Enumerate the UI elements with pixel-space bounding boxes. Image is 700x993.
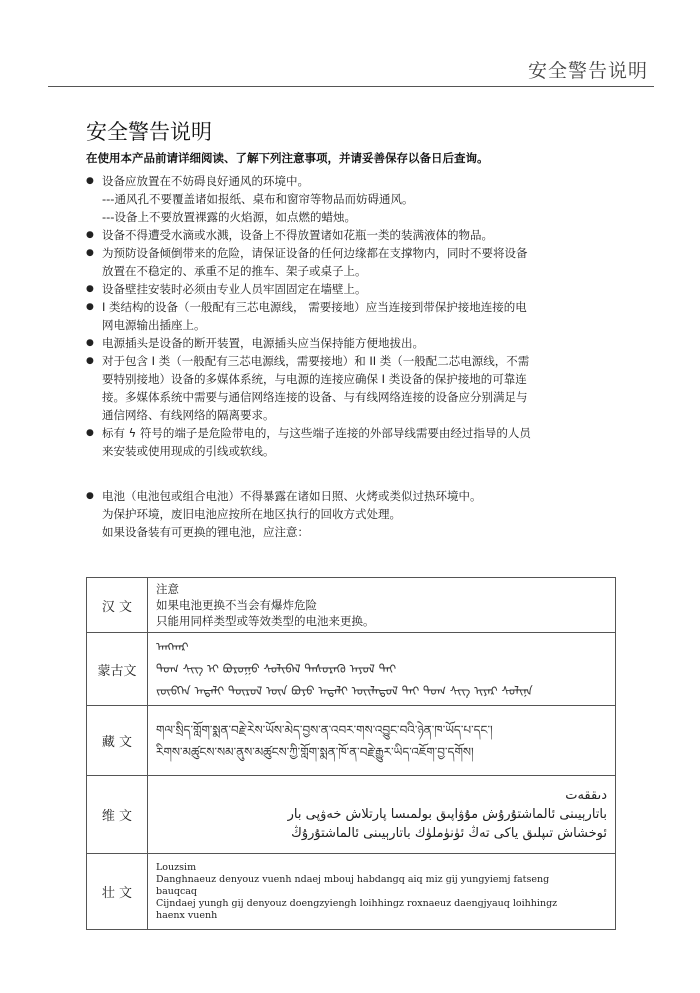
list-item-continuation: 为保护环境，废旧电池应按所在地区执行的回收方式处理。 xyxy=(102,507,401,521)
list-item: ● 电源插头是设备的断开装置，电源插头应当保持能方便地拔出。 xyxy=(86,334,626,352)
running-header-title: 安全警告说明 xyxy=(527,60,648,82)
safety-list xyxy=(86,172,626,541)
spacer xyxy=(86,460,626,487)
warning-line: Danghnaeuz denyouz vuenh ndaej mbouj habdangq aiq miz gij yungyiemj fatseng xyxy=(156,873,550,885)
list-item-continuation: 要特别接地）设备的多媒体系统，与电源的连接应确保 I 类设备的保护接地的可靠连 xyxy=(102,372,527,386)
list-item: ● 对于包含 I 类（一般配有三芯电源线，需要接地）和 II 类（一般配二芯电源线，不需 xyxy=(86,352,626,370)
list-subitem: ---通风孔不要覆盖诸如报纸、桌布和窗帘等物品而妨碍通风。 xyxy=(102,192,414,206)
warning-line: دىققەت xyxy=(565,788,607,803)
list-item-continuation: 通信网络、有线网络的隔离要求。 xyxy=(102,408,275,422)
list-item: ● 设备不得遭受水滴或水溅，设备上不得放置诸如花瓶一类的装满液体的物品。 xyxy=(86,226,626,244)
table-row xyxy=(87,776,616,854)
warning-line: 如果电池更换不当会有爆炸危险 xyxy=(156,598,317,612)
list-item-continuation: 来安装或使用现成的引线或软线。 xyxy=(102,444,275,458)
warning-text-cell xyxy=(148,854,616,930)
intro-notice: 在使用本产品前请详细阅读、了解下列注意事项，并请妥善保存以备日后查询。 xyxy=(86,151,489,165)
table-row xyxy=(87,578,616,633)
warning-line: རིགས་མཚུངས་སམ་ནུས་མཚུངས་ཀྱི་གློག་སྨན་ཁོ་ན་བརྗེ་རྒྱུར་ཡིད་འཇོག་བྱ་དགོས། xyxy=(156,744,474,759)
warning-text-cell xyxy=(148,633,616,706)
language-label: 蒙古文 xyxy=(87,633,148,706)
warning-line: 只能用同样类型或等效类型的电池来更换。 xyxy=(156,614,375,628)
list-item-continuation: 如果设备装有可更换的锂电池，应注意： xyxy=(102,525,309,539)
warning-line: གལ་སྲིད་གློག་སྨན་བརྗེ་རེས་ཡོས་མེད་བྱས་ན་འབར་གས་འབྱུང་བའི་ཉེན་ཁ་ཡོད་པ་དང་། xyxy=(156,722,493,737)
list-item: ● 设备壁挂安装时必须由专业人员牢固固定在墙壁上。 xyxy=(86,280,626,298)
warning-line: ᠵᠥᠪᠬᠡᠨ ᠠᠳᠠᠯᠢ ᠲᠥᠷᠥᠯ ᠦᠨ ᠪᠤᠶᠤ ᠠᠳᠠᠯᠢ ᠦᠢᠯᠡᠳᠦᠯ ᠲᠡᠢ ᠲᠣᠭ ᠰᠢᠭ ᠢᠶᠠᠷ ᠰᠣᠯᠢᠨᠠ xyxy=(156,684,533,698)
list-item-continuation: 网电源输出插座上。 xyxy=(102,318,206,332)
language-label: 维 文 xyxy=(87,776,148,854)
list-item: ● 为预防设备倾倒带来的危险，请保证设备的任何边缘都在支撑物内，同时不要将设备 xyxy=(86,244,626,262)
warning-text-cell xyxy=(148,578,616,633)
warning-line: bauqcaq xyxy=(156,885,198,897)
list-item: ● 标有 ϟ 符号的端子是危险带电的，与这些端子连接的外部导线需要由经过指导的人员 xyxy=(86,424,626,442)
language-label: 壮 文 xyxy=(87,854,148,930)
language-label: 藏 文 xyxy=(87,706,148,776)
warning-line: ئوخشاش تىپلىق ياكى تەڭ ئۈنۈملۈك باتارېيىنى ئالماشتۇرۇڭ xyxy=(291,826,607,841)
table-row xyxy=(87,633,616,706)
warning-text-cell xyxy=(148,706,616,776)
list-item: ● I 类结构的设备（一般配有三芯电源线， 需要接地）应当连接到带保护接地连接的电 xyxy=(86,298,626,316)
table-row xyxy=(87,854,616,930)
warning-line: 注意 xyxy=(156,582,179,596)
warning-line: ᠠᠩᠬᠠᠷ xyxy=(156,640,189,654)
warning-line: Cijndaej yungh gij denyouz doengzyiengh loihhingz roxnaeuz daengjyauq loihhingz xyxy=(156,897,558,909)
warning-line: Louzsim xyxy=(156,861,197,873)
list-item-continuation: 接。多媒体系统中需要与通信网络连接的设备、与有线网络连接的设备应分别满足与 xyxy=(102,390,528,404)
list-item: ● 设备应放置在不妨碍良好通风的环境中。 xyxy=(86,172,626,190)
warning-line: باتارېيىنى ئالماشتۇرۇش مۇۋاپىق بولمىسا پارتلاش خەۋپى بار xyxy=(287,807,607,822)
list-item: ● 电池（电池包或组合电池）不得暴露在诸如日照、火烤或类似过热环境中。 xyxy=(86,487,626,505)
table-row xyxy=(87,706,616,776)
battery-warning-table xyxy=(86,577,616,930)
page-title: 安全警告说明 xyxy=(86,120,212,144)
language-label: 汉 文 xyxy=(87,578,148,633)
warning-line: ᠲᠣᠭ ᠰᠢᠭ ᠢ ᠪᠤᠷᠤᠭᠤ ᠰᠣᠯᠢᠪᠠᠯ ᠲᠡᠰᠦᠷᠡᠬᠦ ᠠᠶᠤᠯ ᠲᠠᠢ xyxy=(156,662,397,676)
header-divider xyxy=(48,86,654,87)
warning-text-cell xyxy=(148,776,616,854)
list-subitem: ---设备上不要放置裸露的火焰源，如点燃的蜡烛。 xyxy=(102,210,356,224)
warning-line: haenx vuenh xyxy=(156,909,218,921)
list-item-continuation: 放置在不稳定的、承重不足的推车、架子或桌子上。 xyxy=(102,264,367,278)
